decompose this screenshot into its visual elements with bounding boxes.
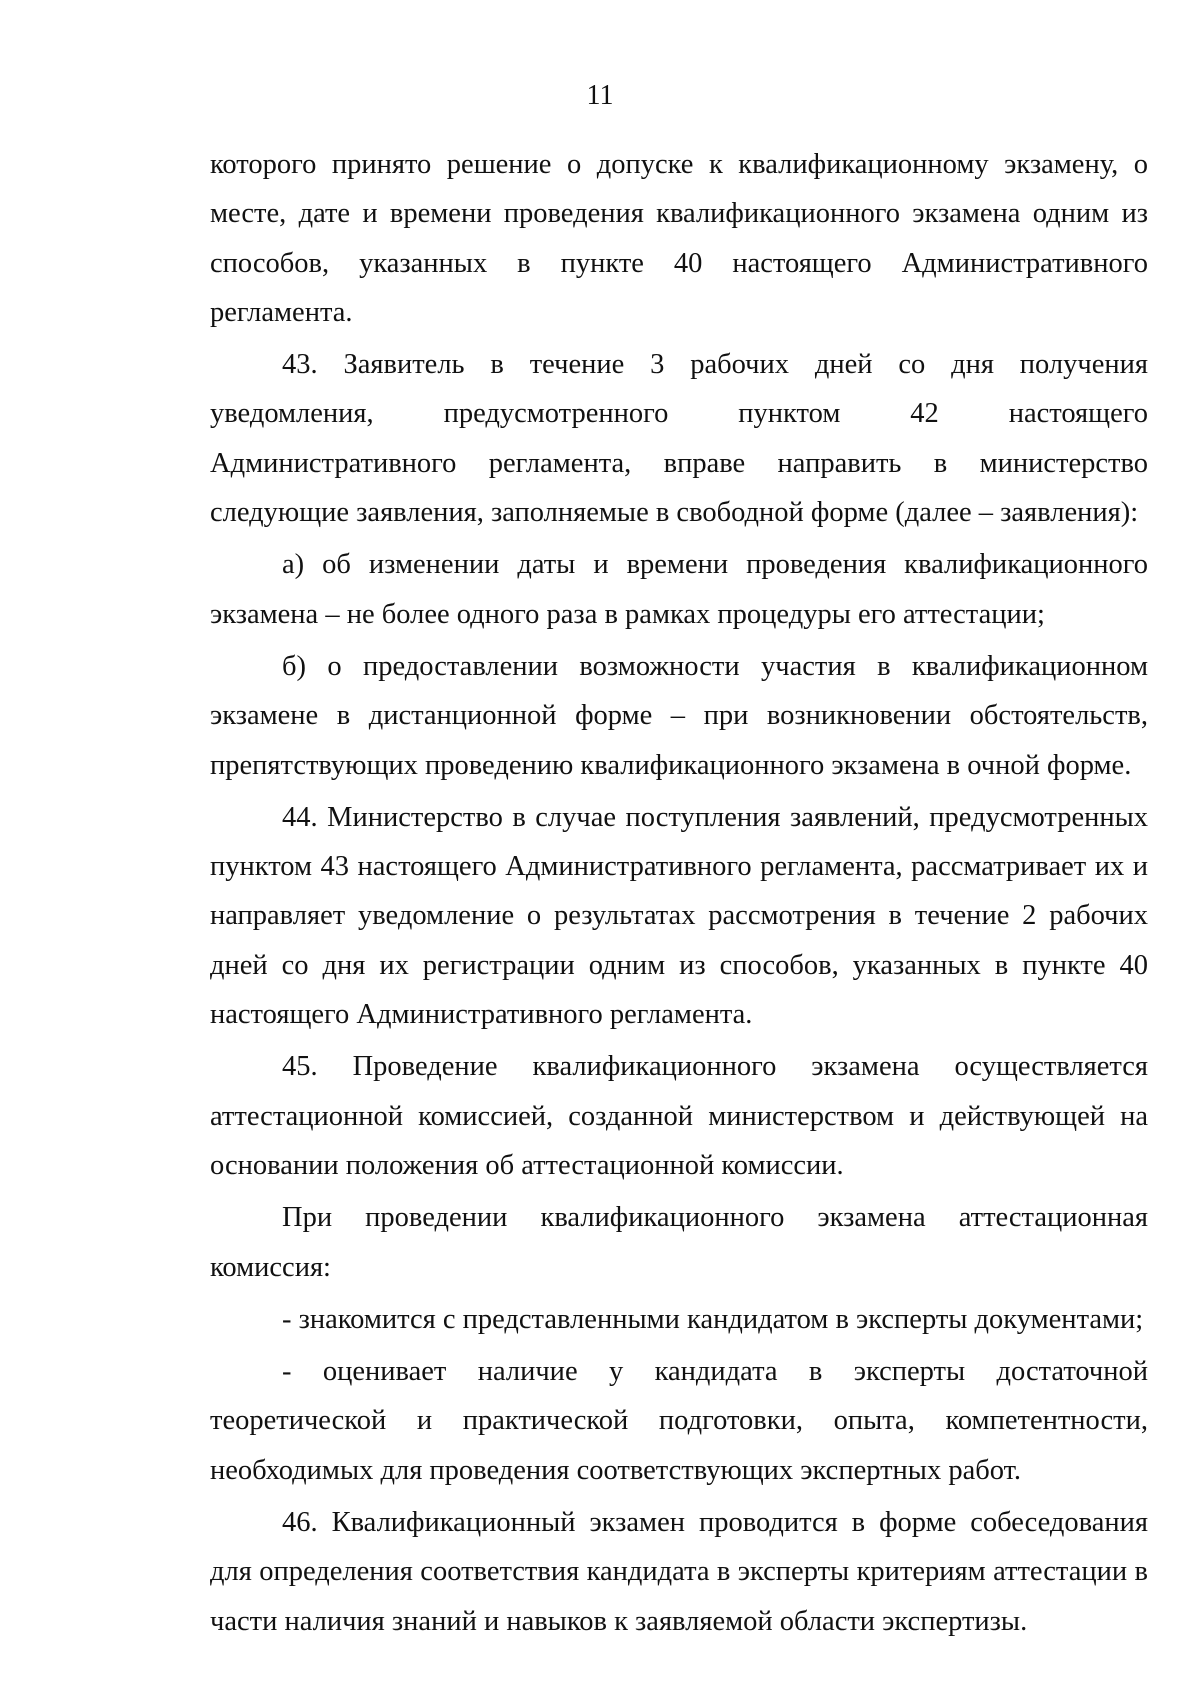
page-number: 11 [586,80,614,111]
document-body [210,140,1148,1649]
list-item-assessment: - оценивает наличие у кандидата в эксперты достаточной теоретической и практической подготовки, опыта, компетентности, необходимых для проведения соответствующих экспертных работ. [210,1356,1148,1486]
paragraph-item-43: 43. Заявитель в течение 3 рабочих дней со дня получения уведомления, предусмотренного пунктом 42 настоящего Административного регламента, вправе направить в министерство следующие заявления, заполняемые в свободной форме (далее – заявления): [210,349,1148,529]
paragraph-continuation: которого принято решение о допуске к квалификационному экзамену, о месте, дате и времени проведения квалификационного экзамена одним из способов, указанных в пункте 40 настоящего Административного регламента. [210,149,1148,328]
paragraph-commission-intro: При проведении квалификационного экзамена аттестационная комиссия: [210,1202,1148,1283]
paragraph-item-43b: б) о предоставлении возможности участия в квалификационном экзамене в дистанционной форме – при возникновении обстоятельств, препятствующих проведению квалификационного экзамена в очной форме. [210,650,1148,781]
paragraph-item-43a: а) об изменении даты и времени проведения квалификационного экзамена – не более одного раза в рамках процедуры его аттестации; [210,549,1148,630]
list-item-documents: - знакомится с представленными кандидатом в эксперты документами; [282,1303,1144,1335]
paragraph-item-46: 46. Квалификационный экзамен проводится в форме собеседования для определения соответствия кандидата в эксперты критериям аттестации в части наличия знаний и навыков к заявляемой области экспертизы. [210,1507,1148,1637]
paragraph-item-45: 45. Проведение квалификационного экзамена осуществляется аттестационной комиссией, созданной министерством и действующей на основании положения об аттестационной комиссии. [210,1051,1148,1181]
paragraph-item-44: 44. Министерство в случае поступления заявлений, предусмотренных пунктом 43 настоящего Административного регламента, рассматривает их и направляет уведомление о результатах рассмотрения в течение 2 рабочих дней со дня их регистрации одним из способов, указанных в пункте 40 настоящего Административного регламента. [210,801,1148,1031]
